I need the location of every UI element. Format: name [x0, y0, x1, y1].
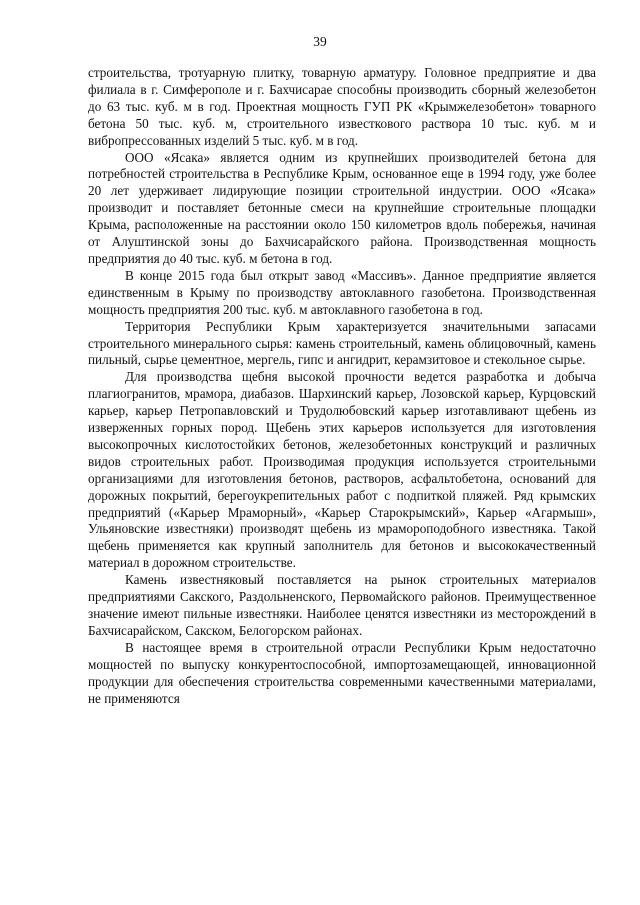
paragraph-krymzhelezobeton: строительства, тротуарную плитку, товарную арматуру. Головное предприятие и два филиала в г. Симферополе и г. Бахчисарае способны производить сборный железобетон до 63 тыс. куб. м в год. Проектная мощность ГУП РК «Крымжелезобетон» товарного бетона 50 тыс. куб. м, строительного известкового раствора 10 тыс. куб. м и вибропрессованных изделий 5 тыс. куб. м в год.: [88, 65, 596, 148]
paragraph-current-state: В настоящее время в строительной отрасли Республики Крым недостаточно мощностей по выпуску конкурентоспособной, импортозамещающей, инновационной продукции для обеспечения строительства современными качественными материалами, не применяются: [88, 639, 596, 706]
paragraph-crushed-stone: Для производства щебня высокой прочности ведется разработка и добыча плагиогранитов, мрамора, диабазов. Шархинский карьер, Лозовской карьер, Курцовский карьер, карьер Петропавловский и Трудолюбовский карьер изготавливают щебень из изверженных горных пород. Щебень этих карьеров используется для изготовления высокопрочных кислотостойких бетонов, железобетонных конструкций и различных видов строительных работ. Производимая продукция используется строительными организациями для изготовления бетонов, растворов, асфальтобетона, оснований для дорожных покрытий, берегоукрепительных работ с подпиткой пляжей. Ряд крымских предприятий («Карьер Мраморный», «Карьер Старокрымский», Карьер «Агармыш», Ульяновские известняки) производят щебень из мрамороподобного известняка. Такой щебень применяется как крупный заполнитель для бетонов и высококачественный материал в дорожном строительстве.: [88, 369, 596, 571]
paragraph-yasaka: ООО «Ясака» является одним из крупнейших производителей бетона для потребностей строительства в Республике Крым, основанное еще в 1994 году, уже более 20 лет удерживает лидирующие позиции строительной индустрии. ООО «Ясака» производит и поставляет бетонные смеси на крупнейшие строительные площадки Крыма, расположенные на расстоянии около 150 километров вдоль побережья, начиная от Алуштинской зоны до Бахчисарайского района. Производственная мощность предприятия до 40 тыс. куб. м бетона в год.: [88, 149, 596, 266]
paragraph-mineral-resources: Территория Республики Крым характеризуется значительными запасами строительного минерального сырья: камень строительный, камень облицовочный, камень пильный, сырье цементное, мергель, гипс и ангидрит, керамзитовое и стекольное сырье.: [88, 318, 596, 368]
paragraph-massiv: В конце 2015 года был открыт завод «Массивъ». Данное предприятие является единственным в Крыму по производству автоклавного газобетона. Производственная мощность предприятия 200 тыс. куб. м автоклавного газобетона в год.: [88, 267, 596, 317]
page-number: 39: [313, 34, 327, 49]
body-text: [88, 65, 596, 707]
paragraph-limestone: Камень известняковый поставляется на рынок строительных материалов предприятиями Сакского, Раздольненского, Первомайского районов. Преимущественное значение имеют пильные известняки. Наиболее ценятся известняки из месторождений в Бахчисарайском, Сакском, Белогорском районах.: [88, 572, 596, 638]
